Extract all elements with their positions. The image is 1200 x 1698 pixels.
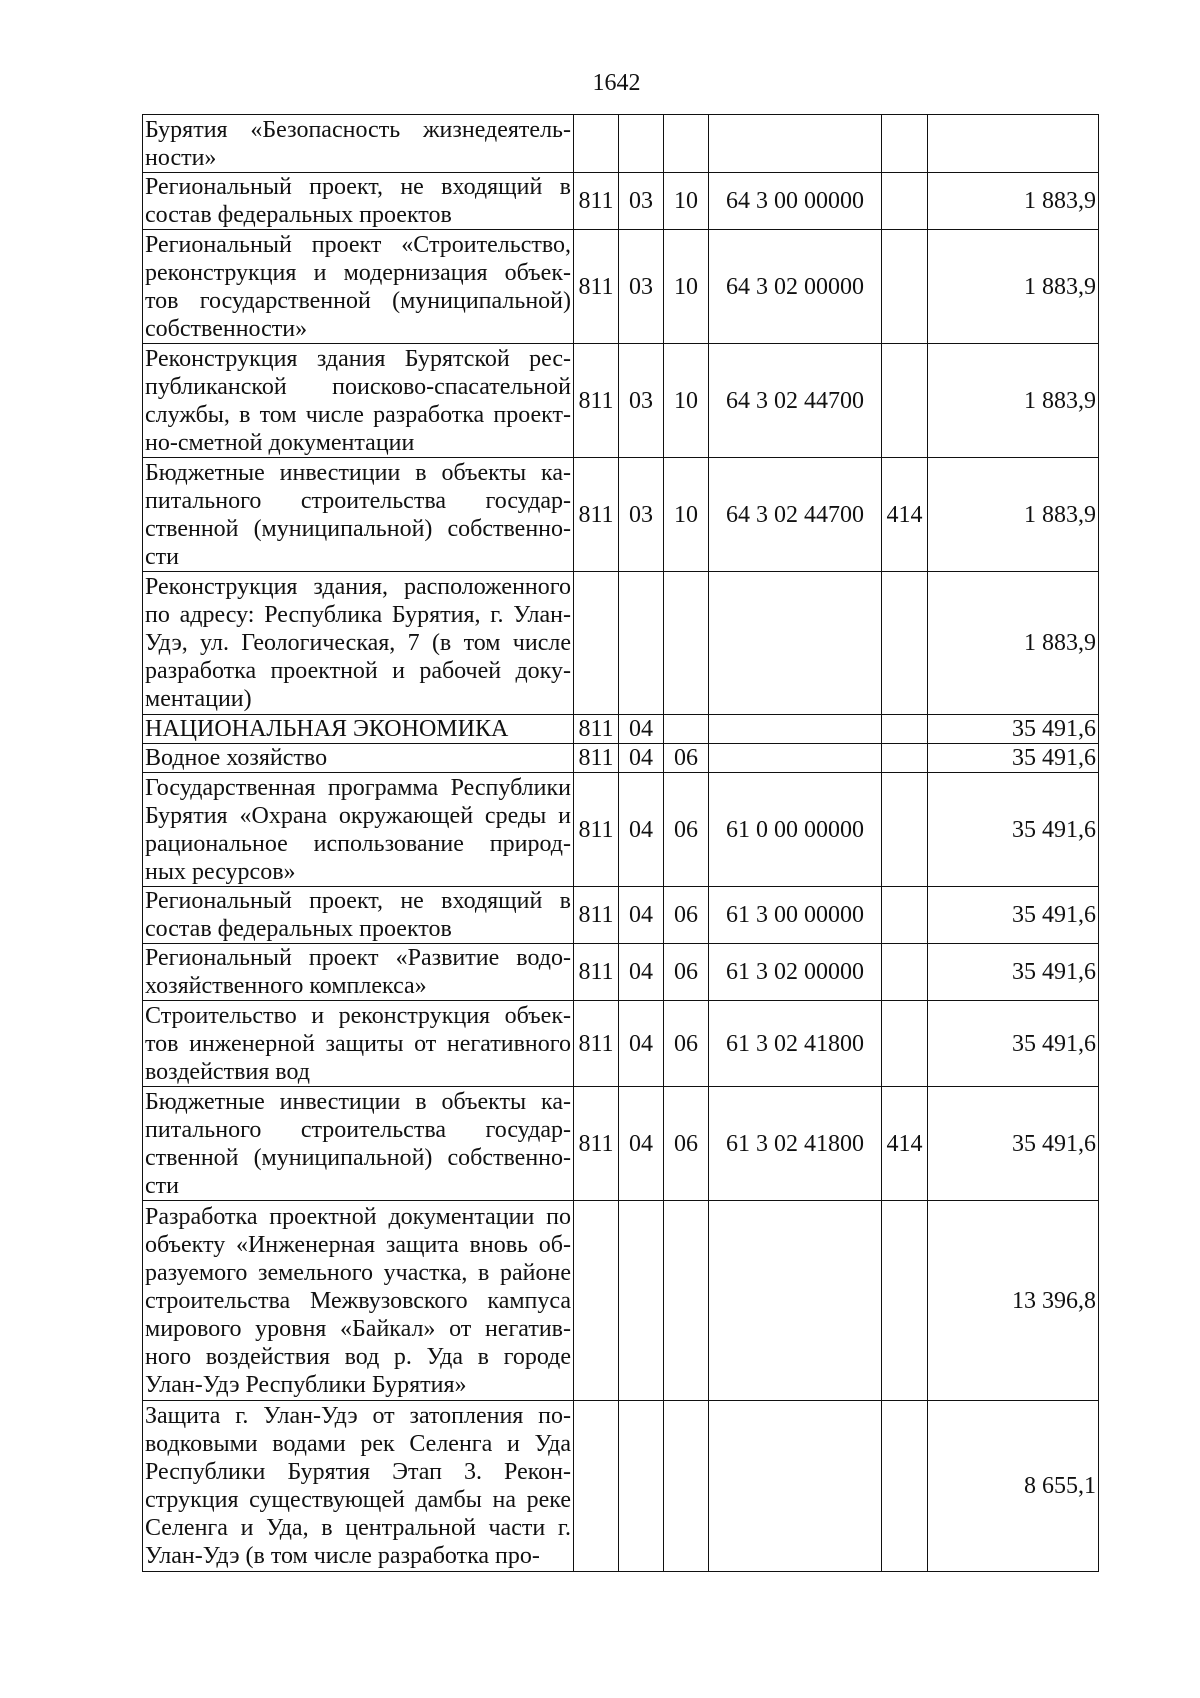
row-org bbox=[574, 1201, 619, 1401]
row-org: 811 bbox=[574, 773, 619, 887]
row-org: 811 bbox=[574, 1001, 619, 1087]
row-expense-type bbox=[882, 572, 928, 715]
row-org: 811 bbox=[574, 344, 619, 458]
row-name: Региональный проект «Строительство, реконструкция и модернизация объек-тов государственной (муниципальной) собственности» bbox=[143, 230, 574, 344]
row-name: Разработка проектной документации по объекту «Инженерная защита вновь об-разуемого земельного участка, в районе строительства Межвузовского кампуса мирового уровня «Байкал» от негатив-ного воздействия вод р. Уда в городе Улан-Удэ Республики Бурятия» bbox=[143, 1201, 574, 1401]
table-row bbox=[143, 1201, 1099, 1401]
table-row bbox=[143, 115, 1099, 173]
table-row bbox=[143, 173, 1099, 230]
row-section: 03 bbox=[619, 230, 664, 344]
row-target-code: 61 3 00 00000 bbox=[709, 887, 882, 944]
row-amount: 35 491,6 bbox=[928, 773, 1099, 887]
row-target-code: 61 3 02 41800 bbox=[709, 1087, 882, 1201]
row-subsection bbox=[664, 572, 709, 715]
budget-table bbox=[142, 114, 1099, 1572]
row-subsection: 06 bbox=[664, 944, 709, 1001]
row-section: 04 bbox=[619, 887, 664, 944]
row-section: 03 bbox=[619, 458, 664, 572]
row-expense-type: 414 bbox=[882, 458, 928, 572]
row-subsection: 06 bbox=[664, 773, 709, 887]
row-org: 811 bbox=[574, 944, 619, 1001]
row-subsection: 06 bbox=[664, 1087, 709, 1201]
row-amount bbox=[928, 115, 1099, 173]
row-subsection: 06 bbox=[664, 1001, 709, 1087]
row-name: Реконструкция здания Бурятской рес-публиканской поисково-спасательной службы, в том числе разработка проект-но-сметной документации bbox=[143, 344, 574, 458]
row-section: 04 bbox=[619, 744, 664, 773]
row-amount: 1 883,9 bbox=[928, 230, 1099, 344]
row-name: Государственная программа Республики Бурятия «Охрана окружающей среды и рациональное использование природ-ных ресурсов» bbox=[143, 773, 574, 887]
row-expense-type bbox=[882, 115, 928, 173]
row-section: 04 bbox=[619, 944, 664, 1001]
page-number: 1642 bbox=[592, 70, 641, 96]
row-org bbox=[574, 115, 619, 173]
row-org: 811 bbox=[574, 744, 619, 773]
row-expense-type bbox=[882, 715, 928, 744]
row-name: Бурятия «Безопасность жизнедеятель-ности» bbox=[143, 115, 574, 173]
table-row bbox=[143, 1087, 1099, 1201]
row-org bbox=[574, 572, 619, 715]
row-target-code bbox=[709, 1401, 882, 1572]
row-section: 04 bbox=[619, 773, 664, 887]
row-target-code: 61 0 00 00000 bbox=[709, 773, 882, 887]
row-target-code: 64 3 02 44700 bbox=[709, 458, 882, 572]
row-section: 03 bbox=[619, 173, 664, 230]
row-section bbox=[619, 572, 664, 715]
row-name: Региональный проект, не входящий в состав федеральных проектов bbox=[143, 173, 574, 230]
row-amount: 1 883,9 bbox=[928, 344, 1099, 458]
row-expense-type bbox=[882, 173, 928, 230]
row-subsection: 06 bbox=[664, 744, 709, 773]
row-subsection: 10 bbox=[664, 230, 709, 344]
row-target-code: 64 3 00 00000 bbox=[709, 173, 882, 230]
row-subsection: 10 bbox=[664, 344, 709, 458]
row-name: Региональный проект, не входящий в состав федеральных проектов bbox=[143, 887, 574, 944]
row-target-code bbox=[709, 115, 882, 173]
row-amount: 1 883,9 bbox=[928, 173, 1099, 230]
row-org: 811 bbox=[574, 173, 619, 230]
row-subsection bbox=[664, 1401, 709, 1572]
table-row bbox=[143, 458, 1099, 572]
table-row bbox=[143, 944, 1099, 1001]
table-row bbox=[143, 744, 1099, 773]
row-name: Бюджетные инвестиции в объекты ка-питального строительства государ-ственной (муниципальной) собственно-сти bbox=[143, 458, 574, 572]
row-expense-type bbox=[882, 887, 928, 944]
row-name: Бюджетные инвестиции в объекты ка-питального строительства государ-ственной (муниципальной) собственно-сти bbox=[143, 1087, 574, 1201]
row-target-code: 61 3 02 00000 bbox=[709, 944, 882, 1001]
row-expense-type: 414 bbox=[882, 1087, 928, 1201]
row-name: Региональный проект «Развитие водо-хозяйственного комплекса» bbox=[143, 944, 574, 1001]
row-target-code bbox=[709, 715, 882, 744]
table-row bbox=[143, 572, 1099, 715]
row-amount: 35 491,6 bbox=[928, 887, 1099, 944]
table-row bbox=[143, 715, 1099, 744]
row-amount: 13 396,8 bbox=[928, 1201, 1099, 1401]
row-expense-type bbox=[882, 230, 928, 344]
row-expense-type bbox=[882, 344, 928, 458]
row-expense-type bbox=[882, 744, 928, 773]
row-expense-type bbox=[882, 1001, 928, 1087]
row-amount: 35 491,6 bbox=[928, 744, 1099, 773]
table-row bbox=[143, 230, 1099, 344]
row-target-code: 64 3 02 44700 bbox=[709, 344, 882, 458]
row-section: 04 bbox=[619, 715, 664, 744]
table-row bbox=[143, 1401, 1099, 1572]
table-row bbox=[143, 1001, 1099, 1087]
row-name: Водное хозяйство bbox=[143, 744, 574, 773]
row-amount: 1 883,9 bbox=[928, 572, 1099, 715]
row-amount: 35 491,6 bbox=[928, 1087, 1099, 1201]
row-section: 04 bbox=[619, 1001, 664, 1087]
row-section bbox=[619, 1401, 664, 1572]
row-section bbox=[619, 1201, 664, 1401]
row-expense-type bbox=[882, 944, 928, 1001]
table-row bbox=[143, 773, 1099, 887]
row-org: 811 bbox=[574, 715, 619, 744]
row-expense-type bbox=[882, 1201, 928, 1401]
row-expense-type bbox=[882, 1401, 928, 1572]
row-amount: 35 491,6 bbox=[928, 944, 1099, 1001]
row-org: 811 bbox=[574, 1087, 619, 1201]
row-org: 811 bbox=[574, 887, 619, 944]
row-subsection bbox=[664, 715, 709, 744]
table-row bbox=[143, 344, 1099, 458]
row-target-code bbox=[709, 744, 882, 773]
row-org: 811 bbox=[574, 230, 619, 344]
row-amount: 8 655,1 bbox=[928, 1401, 1099, 1572]
row-subsection bbox=[664, 1201, 709, 1401]
row-amount: 1 883,9 bbox=[928, 458, 1099, 572]
row-section bbox=[619, 115, 664, 173]
row-amount: 35 491,6 bbox=[928, 715, 1099, 744]
row-target-code: 64 3 02 00000 bbox=[709, 230, 882, 344]
row-section: 04 bbox=[619, 1087, 664, 1201]
row-subsection bbox=[664, 115, 709, 173]
row-name: Реконструкция здания, расположенного по адресу: Республика Бурятия, г. Улан-Удэ, ул. Геологическая, 7 (в том числе разработка проектной и рабочей доку-ментации) bbox=[143, 572, 574, 715]
row-target-code bbox=[709, 572, 882, 715]
row-subsection: 10 bbox=[664, 173, 709, 230]
row-target-code bbox=[709, 1201, 882, 1401]
table-row bbox=[143, 887, 1099, 944]
row-subsection: 06 bbox=[664, 887, 709, 944]
row-target-code: 61 3 02 41800 bbox=[709, 1001, 882, 1087]
row-org: 811 bbox=[574, 458, 619, 572]
row-org bbox=[574, 1401, 619, 1572]
row-subsection: 10 bbox=[664, 458, 709, 572]
row-name: Строительство и реконструкция объек-тов инженерной защиты от негативного воздействия вод bbox=[143, 1001, 574, 1087]
row-section: 03 bbox=[619, 344, 664, 458]
row-name: НАЦИОНАЛЬНАЯ ЭКОНОМИКА bbox=[143, 715, 574, 744]
row-amount: 35 491,6 bbox=[928, 1001, 1099, 1087]
row-expense-type bbox=[882, 773, 928, 887]
row-name: Защита г. Улан-Удэ от затопления по-водковыми водами рек Селенга и Уда Республики Бурятия Этап 3. Рекон-струкция существующей дамбы на реке Селенга и Уда, в центральной части г. Улан-Удэ (в том числе разработка про- bbox=[143, 1401, 574, 1572]
